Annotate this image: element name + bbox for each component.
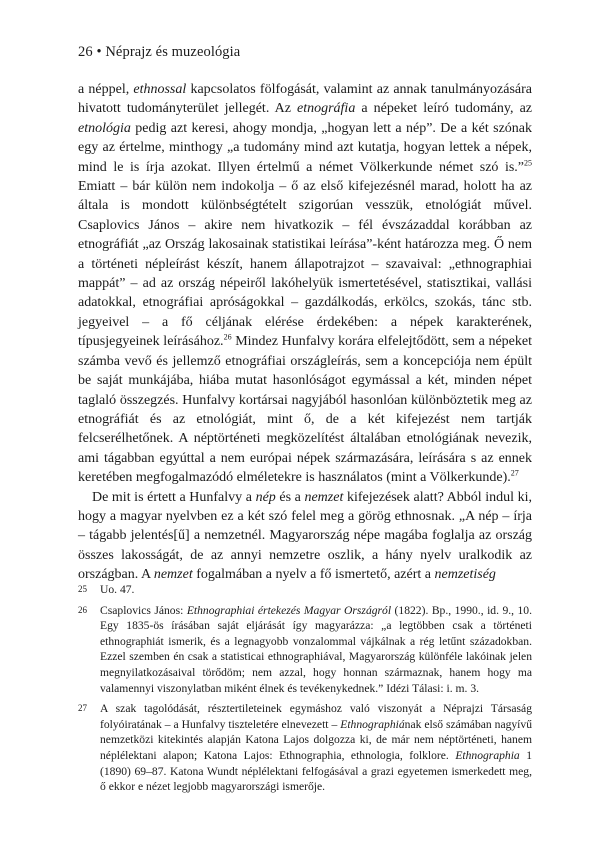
text-run: Emiatt – bár külön nem indokolja – ő az első kifejezésnél marad, holott ha az általa is mondott különbségtételt szigorúan vesszük, etnológiát művel. Csaplovics János – akire nem hivatkozik – fél évszázaddal korábban az etnográfiát „az Ország lakosainak statistikai leírása”-ként határozza meg. Ő nem a történeti népleírást készít, hanem állapotrajzot – szavaival: „ethnographiai mappát” – ad az ország népeiről lakóhelyük ismertetésével, statisztikai, vallási adatokkal, etnográfiai apróságokkal – gazdálkodás, erkölcs, szokás, tánc stb. jegyeivel – a fő céljának elérése érdekében: a népek karakterének, típusjegyeinek leírásához.: [78, 179, 532, 350]
text-run: Uo. 47.: [100, 583, 135, 596]
italic-term: nép: [255, 489, 276, 505]
text-run: A szak tagolódását, résztertileteinek egymáshoz való viszonyát a Néprajzi Társaság folyóiratának – a Hunfalvy tiszteletére elnevezett –: [100, 702, 532, 731]
text-run: pedig azt keresi, ahogy mondja, „hogyan lett a nép”. De a két szónak egy az értelme, minthogy „a tudomány mind azt kutatja, hogyan lettek a népek, mind le is írja azokat. Illyen értelmű a német Völkerkunde német szó is.”: [78, 120, 532, 175]
text-run: (1822). Bp., 1990., id. 9., 10. Egy 1835-ös írásában saját eljárását így magyarázza: „a legtöbben csak a történeti ethnographiát ismerik, és a legnagyobb vonzalommal vájkálnak a rég letűnt századokban. Ezzel szemben én csak a statisticai ethnographiával, Magyarország különféle lakóinak jelen megnyilatkozásaival törődöm; nem azzal, hogy honnan származnak, hanem hogy ma valamennyi viszonylatban miként élnek és tevékenykednek.” Idézi Tálasi: i. m. 3.: [100, 603, 532, 695]
text-run: a néppel,: [78, 82, 134, 97]
footnote-number: 27: [78, 703, 87, 714]
running-head: [78, 44, 240, 61]
footnote-number: 25: [78, 584, 87, 594]
text-run: kifejezések alatt? Abból indul ki, hogy a magyar nyelvben ez a két szó felel meg a görög ethnosnak. „A nép – írja – tágabb jelentés[ű] a nemzetnél. Magyarország népe magába foglalja az ország összes lakosságát, de az annyi nemzetre oszlik, a hány nyelv uralkodik az országban. A: [78, 489, 532, 583]
main-text: [78, 80, 532, 585]
text-run: fogalmában a nyelv a fő ismertető, azért a: [192, 567, 435, 583]
footnote-25: [78, 582, 532, 598]
text-run: és a: [275, 489, 305, 505]
running-title: Néprajz és muzeológia: [105, 44, 241, 60]
italic-term: etnológia: [78, 120, 131, 136]
italic-term: etnográfia: [296, 101, 356, 117]
footnote-text: [100, 603, 532, 697]
footnote-27: [78, 701, 532, 795]
footnote-ref-26[interactable]: 26: [223, 332, 232, 342]
italic-title: Ethnographiá: [340, 717, 405, 731]
text-run: Mindez Hunfalvy korára elfelejtődött, sem a népeket számba vevő és jellemző etnográfiai országleírás, sem a koncepciója nem épült be saját munkájába, hiába mutat hasonlóságot egymással a két, minden népet taglaló összegzés. Hunfalvy kortársai nagyjából hasonlóan különböztetik meg az etnográfiát és az etnológiát, mint ő, de a két kifejezést nem tartják felcserélhetőnek. A néptörténeti megközelítést általában etnológiának nevezik, ami tágabban egyúttal a nem európai népek származására, leírására s az ennek keretében megfogalmazódó elméletekre is használatos (mint a Völkerkunde).: [78, 334, 532, 486]
italic-title: Ethnographiai értekezés Magyar Országról: [186, 603, 392, 617]
footnote-text: [100, 582, 532, 598]
text-run: Csaplovics János:: [100, 603, 187, 617]
footnote-text: [100, 701, 532, 795]
italic-term: nemzetiség: [434, 567, 496, 583]
footnote-number: 26: [78, 604, 87, 615]
footnote-ref-27[interactable]: 27: [510, 468, 519, 478]
paragraph-1: [78, 80, 532, 488]
italic-term: nemzet: [304, 489, 344, 505]
footnote-26: [78, 603, 532, 697]
paragraph-2: [78, 488, 532, 585]
text-run: nak első számában nagyívű nemzetközi kitekintés alapján Katona Lajos dolgozza ki, de már nem néptörténeti, hanem néplélektani alapon; Katona Lajos: Ethnographia, ethnologia, folklore.: [100, 717, 532, 762]
italic-title: Ethnographia: [455, 748, 520, 762]
page-number: 26: [78, 44, 93, 60]
text-run: 1 (1890) 69–87. Katona Wundt néplélektani felfogásával a grazi egyetemen ismerkedett meg, ő ekkor e nézet legjobb magyarországi ismerője.: [100, 748, 532, 794]
text-run: De mit is értett a Hunfalvy a: [92, 489, 256, 505]
footnotes: [78, 582, 532, 800]
bullet-separator: •: [96, 44, 102, 60]
text-run: a népeket leíró tudomány, az: [355, 101, 532, 117]
footnote-ref-25[interactable]: 25: [524, 157, 532, 167]
italic-term: ethnossal: [133, 82, 187, 97]
text-run: kapcsolatos fölfogását, valamint az annak tanulmányozására hivatott tudományterület jellegét. Az: [78, 82, 532, 117]
italic-term: nemzet: [153, 567, 193, 583]
